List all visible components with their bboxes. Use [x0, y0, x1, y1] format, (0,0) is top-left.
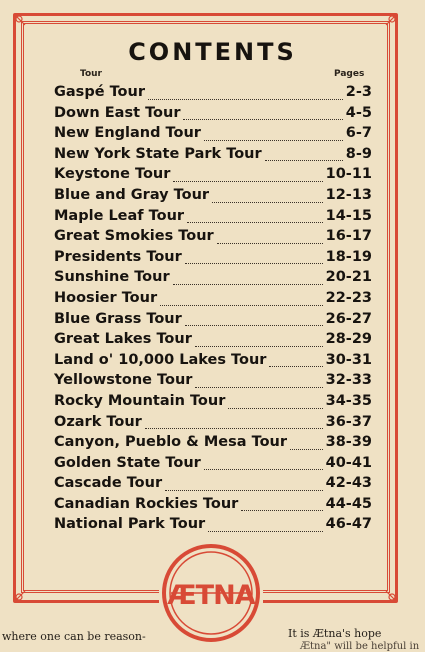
- dot-leader: [204, 469, 323, 470]
- entry-pages: 18-19: [325, 248, 372, 265]
- entry-pages: 46-47: [325, 516, 372, 533]
- entry-title: Keystone Tour: [54, 166, 171, 183]
- entry-title: Yellowstone Tour: [54, 372, 193, 389]
- contents-entry: [54, 125, 372, 146]
- contents-list: [54, 84, 372, 537]
- contents-entry: [54, 434, 372, 455]
- dot-leader: [241, 510, 322, 511]
- footer-text-left: where one can be reason-: [2, 630, 146, 643]
- entry-title: Hoosier Tour: [54, 289, 158, 306]
- contents-entry: [54, 187, 372, 208]
- aetna-seal-logo: [159, 541, 263, 645]
- contents-entry: [54, 84, 372, 105]
- entry-pages: 14-15: [325, 207, 372, 224]
- entry-title: Canyon, Pueblo & Mesa Tour: [54, 434, 288, 451]
- contents-entry: [54, 166, 372, 187]
- entry-pages: 30-31: [325, 351, 372, 368]
- entry-title: New England Tour: [54, 125, 201, 142]
- contents-entry: [54, 414, 372, 435]
- entry-title: Cascade Tour: [54, 475, 163, 492]
- column-header-tour: Tour: [80, 69, 102, 79]
- entry-title: National Park Tour: [54, 516, 206, 533]
- contents-entry: [54, 290, 372, 311]
- entry-pages: 44-45: [325, 495, 372, 512]
- entry-pages: 4-5: [345, 104, 372, 121]
- entry-title: Canadian Rockies Tour: [54, 495, 239, 512]
- dot-leader: [204, 140, 343, 141]
- entry-pages: 2-3: [345, 84, 372, 100]
- dot-leader: [183, 119, 342, 120]
- entry-pages: 34-35: [325, 392, 372, 409]
- dot-leader: [185, 263, 323, 264]
- dot-leader: [173, 181, 322, 182]
- contents-entry: [54, 146, 372, 167]
- entry-pages: 38-39: [325, 434, 372, 451]
- entry-pages: 16-17: [325, 228, 372, 245]
- entry-title: Sunshine Tour: [54, 269, 170, 286]
- contents-entry: [54, 372, 372, 393]
- contents-entry: [54, 496, 372, 517]
- dot-leader: [185, 325, 323, 326]
- contents-entry: [54, 269, 372, 290]
- dot-leader: [145, 428, 323, 429]
- entry-pages: 8-9: [345, 145, 372, 162]
- contents-entry: [54, 249, 372, 270]
- entry-title: Blue and Gray Tour: [54, 186, 210, 203]
- contents-entry: [54, 475, 372, 496]
- entry-title: Land o' 10,000 Lakes Tour: [54, 351, 267, 368]
- entry-title: Great Lakes Tour: [54, 331, 192, 348]
- dot-leader: [195, 346, 323, 347]
- dot-leader: [165, 490, 323, 491]
- seal-lettering: ÆTNA: [167, 580, 255, 611]
- contents-entry: [54, 516, 372, 537]
- dot-leader: [212, 202, 323, 203]
- contents-entry: [54, 208, 372, 229]
- entry-pages: 42-43: [325, 475, 372, 492]
- entry-title: Gaspé Tour: [54, 84, 145, 100]
- dot-leader: [148, 99, 343, 100]
- dot-leader: [217, 243, 323, 244]
- entry-pages: 32-33: [325, 372, 372, 389]
- contents-entry: [54, 393, 372, 414]
- entry-title: Maple Leaf Tour: [54, 207, 185, 224]
- contents-entry: [54, 105, 372, 126]
- column-header-pages: Pages: [334, 69, 365, 79]
- contents-entry: [54, 455, 372, 476]
- entry-pages: 6-7: [345, 125, 372, 142]
- entry-pages: 22-23: [325, 289, 372, 306]
- contents-entry: [54, 352, 372, 373]
- dot-leader: [228, 408, 322, 409]
- dot-leader: [160, 305, 323, 306]
- dot-leader: [173, 284, 323, 285]
- footer-text-right: It is Ætna's hope: [288, 627, 382, 640]
- entry-pages: 28-29: [325, 331, 372, 348]
- dot-leader: [265, 160, 343, 161]
- entry-title: Down East Tour: [54, 104, 181, 121]
- contents-entry: [54, 311, 372, 332]
- dot-leader: [187, 222, 323, 223]
- page-title: CONTENTS: [128, 38, 297, 66]
- entry-title: Great Smokies Tour: [54, 228, 214, 245]
- dot-leader: [195, 387, 322, 388]
- dot-leader: [269, 366, 322, 367]
- entry-pages: 36-37: [325, 413, 372, 430]
- entry-title: Presidents Tour: [54, 248, 182, 265]
- dot-leader: [208, 531, 322, 532]
- entry-pages: 20-21: [325, 269, 372, 286]
- dot-leader: [290, 449, 323, 450]
- contents-entry: [54, 331, 372, 352]
- entry-title: Blue Grass Tour: [54, 310, 182, 327]
- entry-pages: 10-11: [325, 166, 372, 183]
- entry-pages: 12-13: [325, 186, 372, 203]
- entry-title: Rocky Mountain Tour: [54, 392, 226, 409]
- entry-title: Golden State Tour: [54, 454, 201, 471]
- entry-pages: 26-27: [325, 310, 372, 327]
- entry-title: New York State Park Tour: [54, 145, 262, 162]
- contents-entry: [54, 228, 372, 249]
- entry-title: Ozark Tour: [54, 413, 142, 430]
- entry-pages: 40-41: [325, 454, 372, 471]
- footer-text-right-line2: Ætna" will be helpful in: [300, 641, 420, 652]
